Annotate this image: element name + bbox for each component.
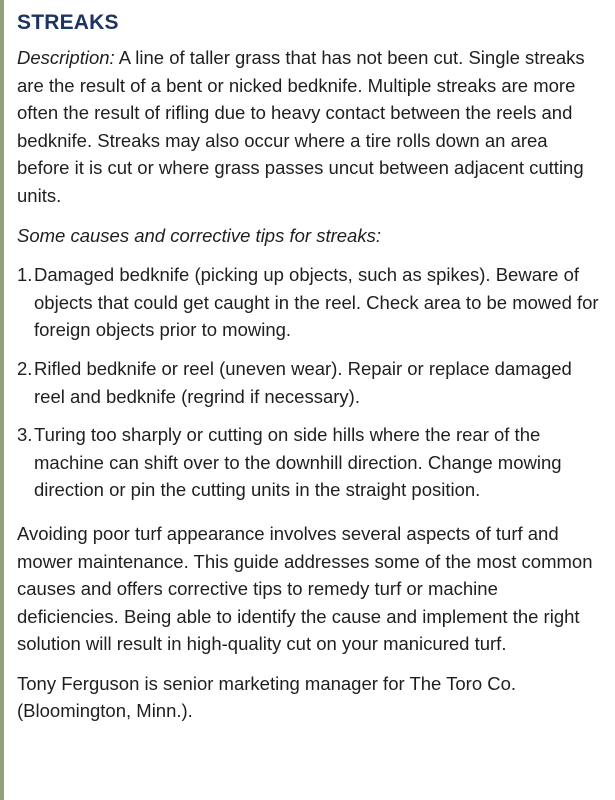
description-label: Description: — [17, 47, 115, 68]
list-item — [17, 261, 602, 344]
list-item-text: Turing too sharply or cutting on side hills where the rear of the machine can shift over to the downhill direction. Change mowing direction or pin the cutting units in the straight position. — [34, 424, 562, 501]
list-item-number: 3. — [17, 424, 33, 446]
list-item — [17, 355, 602, 410]
author-bio: Tony Ferguson is senior marketing manager for The Toro Co. (Bloomington, Minn.). — [17, 672, 517, 722]
list-item — [17, 421, 602, 504]
list-item-text: Damaged bedknife (picking up objects, such as spikes). Beware of objects that could get caught in the reel. Check area to be mowed for foreign objects prior to mowing. — [34, 264, 599, 341]
causes-intro: Some causes and corrective tips for streaks: — [17, 224, 381, 246]
summary-paragraph: Avoiding poor turf appearance involves several aspects of turf and mower maintenance. This guide addresses some of the most common causes and offers corrective tips to remedy turf or machine deficiencies. Being able to identify the cause and implement the right solution will result in high-quality cut on your manicured turf. — [17, 522, 593, 655]
left-border-rule — [0, 0, 4, 800]
article-content — [17, 6, 602, 725]
section-title: STREAKS — [17, 11, 119, 34]
tips-list — [17, 261, 602, 504]
list-item-number: 1. — [17, 264, 33, 286]
description-paragraph — [17, 44, 602, 210]
list-item-number: 2. — [17, 357, 33, 379]
list-item-text: Rifled bedknife or reel (uneven wear). Repair or replace damaged reel and bedknife (regrind if necessary). — [34, 357, 572, 407]
description-text: A line of taller grass that has not been cut. Single streaks are the result of a bent or nicked bedknife. Multiple streaks are more often the result of rifling due to heavy contact between the reels and bedknife. Streaks may also occur where a tire rolls down an area before it is cut or where grass passes uncut between adjacent cutting units. — [17, 47, 585, 206]
